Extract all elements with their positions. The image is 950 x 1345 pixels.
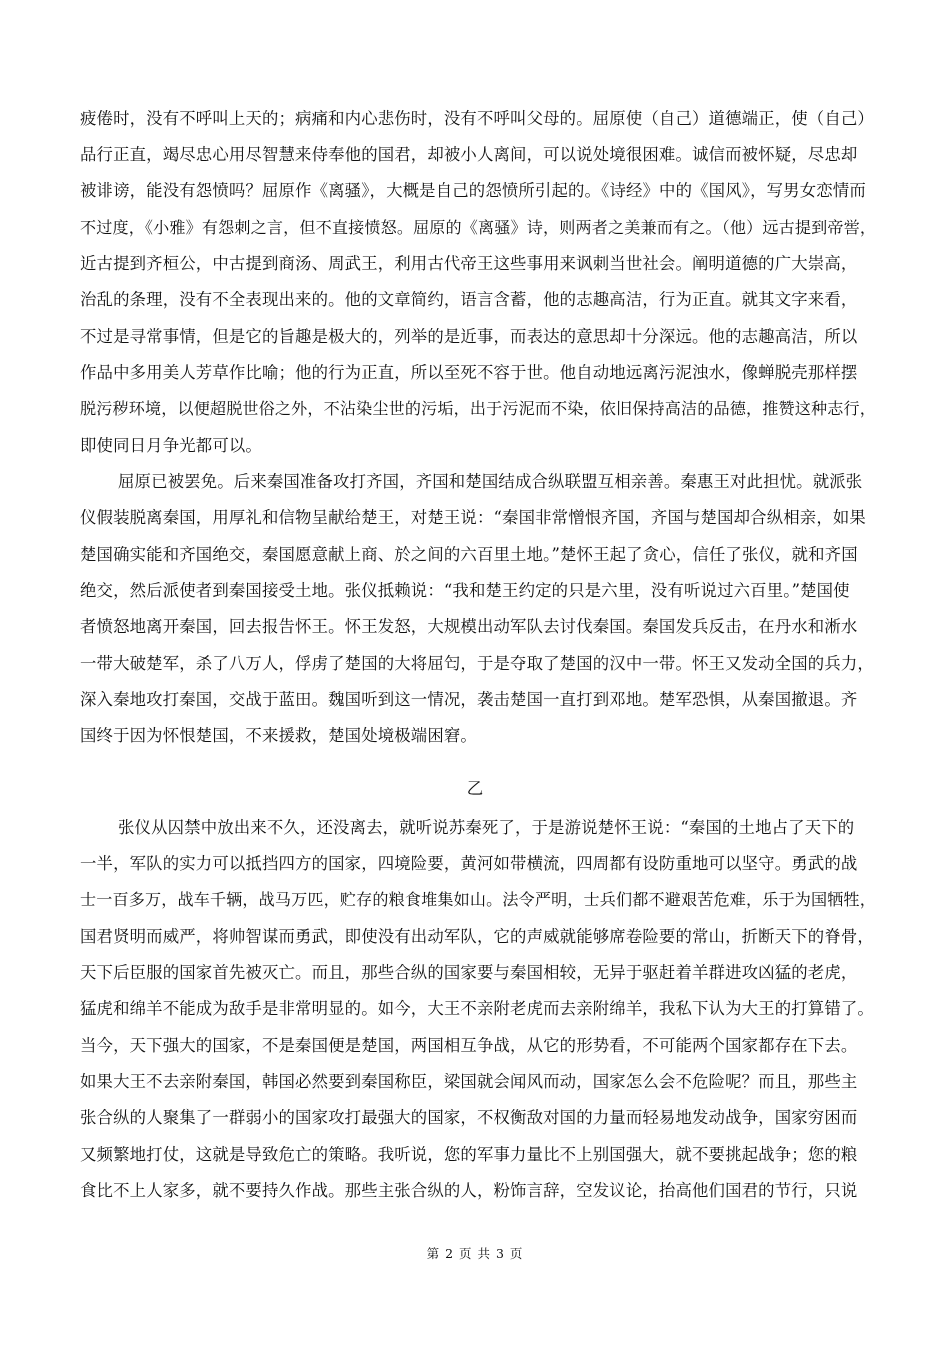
paragraph-line: 猛虎和绵羊不能成为敌手是非常明显的。如今，大王不亲附老虎而去亲附绵羊，我私下认为大王的打算错了。 <box>80 999 874 1018</box>
paragraph-line: 不过度，《小雅》有怨刺之言，但不直接愤怒。屈原的《离骚》诗，则两者之美兼而有之。（他）远古提到帝喾， <box>80 218 877 237</box>
paragraph-line: 即使同日月争光都可以。 <box>80 436 262 455</box>
paragraph-line: 者愤怒地离开秦国，回去报告怀王。怀王发怒，大规模出动军队去讨伐秦国。秦国发兵反击，在丹水和淅水 <box>80 617 858 636</box>
paragraph-line: 被诽谤，能没有怨愤吗？屈原作《离骚》，大概是自己的怨愤所引起的。《诗经》中的《国风》，写男女恋情而 <box>80 181 866 200</box>
paragraph-line: 张合纵的人聚集了一群弱小的国家攻打最强大的国家，不权衡敌对国的力量而轻易地发动战争，国家穷困而 <box>80 1108 858 1127</box>
paragraph-line: 又频繁地打仗，这就是导致危亡的策略。我听说，您的军事力量比不上别国强大，就不要挑起战争；您的粮 <box>80 1145 858 1164</box>
paragraph-line: 一半，军队的实力可以抵挡四方的国家，四境险要，黄河如带横流，四周都有设防重地可以坚守。勇武的战 <box>80 854 858 873</box>
paragraph-line: 疲倦时，没有不呼叫上天的；病痛和内心悲伤时，没有不呼叫父母的。屈原使（自己）道德端正，使（自己） <box>80 109 874 128</box>
paragraph-line: 屈原已被罢免。后来秦国准备攻打齐国，齐国和楚国结成合纵联盟互相亲善。秦惠王对此担忧。就派张 <box>118 472 863 491</box>
paragraph-line: 张仪从囚禁中放出来不久，还没离去，就听说苏秦死了，于是游说楚怀王说：“秦国的土地占了天下的 <box>118 818 855 837</box>
paragraph-line: 国君贤明而威严，将帅智谋而勇武，即使没有出动军队，它的声威就能够席卷险要的常山，折断天下的脊骨， <box>80 927 874 946</box>
paragraph-line: 士一百多万，战车千辆，战马万匹，贮存的粮食堆集如山。法令严明，士兵们都不避艰苦危难，乐于为国牺牲， <box>80 890 876 909</box>
paragraph-line: 天下后臣服的国家首先被灭亡。而且，那些合纵的国家要与秦国相较，无异于驱赶着羊群进攻凶猛的老虎， <box>80 963 858 982</box>
paragraph-line: 食比不上人家多，就不要持久作战。那些主张合纵的人，粉饰言辞，空发议论，抬高他们国君的节行，只说 <box>80 1181 858 1200</box>
section-title-yi: 乙 <box>466 779 484 798</box>
paragraph-line: 如果大王不去亲附秦国，韩国必然要到秦国称臣，梁国就会闻风而动，国家怎么会不危险呢？而且，那些主 <box>80 1072 858 1091</box>
paragraph-line: 治乱的条理，没有不全表现出来的。他的文章简约，语言含蓄，他的志趣高洁，行为正直。就其文字来看， <box>80 290 858 309</box>
paragraph-line: 当今，天下强大的国家，不是秦国便是楚国，两国相互争战，从它的形势看，不可能两个国家都存在下去。 <box>80 1036 858 1055</box>
paragraph-line: 国终于因为怀恨楚国，不来援救，楚国处境极端困窘。 <box>80 726 477 745</box>
paragraph-line: 品行正直，竭尽忠心用尽智慧来侍奉他的国君，却被小人离间，可以说处境很困难。诚信而被怀疑，尽忠却 <box>80 145 858 164</box>
paragraph-line: 脱污秽环境，以便超脱世俗之外，不沾染尘世的污垢，出于污泥而不染，依旧保持高洁的品德，推赞这种志行， <box>80 399 876 418</box>
paragraph-line: 楚国确实能和齐国绝交，秦国愿意献上商、於之间的六百里土地。”楚怀王起了贪心，信任了张仪，就和齐国 <box>80 545 858 564</box>
paragraph-line: 不过是寻常事情，但是它的旨趣是极大的，列举的是近事，而表达的意思却十分深远。他的志趣高洁，所以 <box>80 327 858 346</box>
paragraph-line: 深入秦地攻打秦国，交战于蓝田。魏国听到这一情况，袭击楚国一直打到邓地。楚军恐惧，从秦国撤退。齐 <box>80 690 858 709</box>
paragraph-line: 一带大破楚军，杀了八万人，俘虏了楚国的大将屈匄，于是夺取了楚国的汉中一带。怀王又发动全国的兵力， <box>80 654 874 673</box>
paragraph-line: 近古提到齐桓公，中古提到商汤、周武王，利用古代帝王这些事用来讽刺当世社会。阐明道德的广大崇高， <box>80 254 858 273</box>
paragraph-line: 绝交，然后派使者到秦国接受土地。张仪抵赖说：“我和楚王约定的只是六里，没有听说过六百里。”楚国使 <box>80 581 850 600</box>
paragraph-line: 仪假装脱离秦国，用厚礼和信物呈献给楚王，对楚王说：“秦国非常憎恨齐国，齐国与楚国却合纵相亲，如果 <box>80 508 866 527</box>
page-number-footer: 第 2 页 共 3 页 <box>426 1246 524 1261</box>
paragraph-line: 作品中多用美人芳草作比喻；他的行为正直，所以至死不容于世。他自动地远离污泥浊水，像蝉脱壳那样摆 <box>80 363 858 382</box>
